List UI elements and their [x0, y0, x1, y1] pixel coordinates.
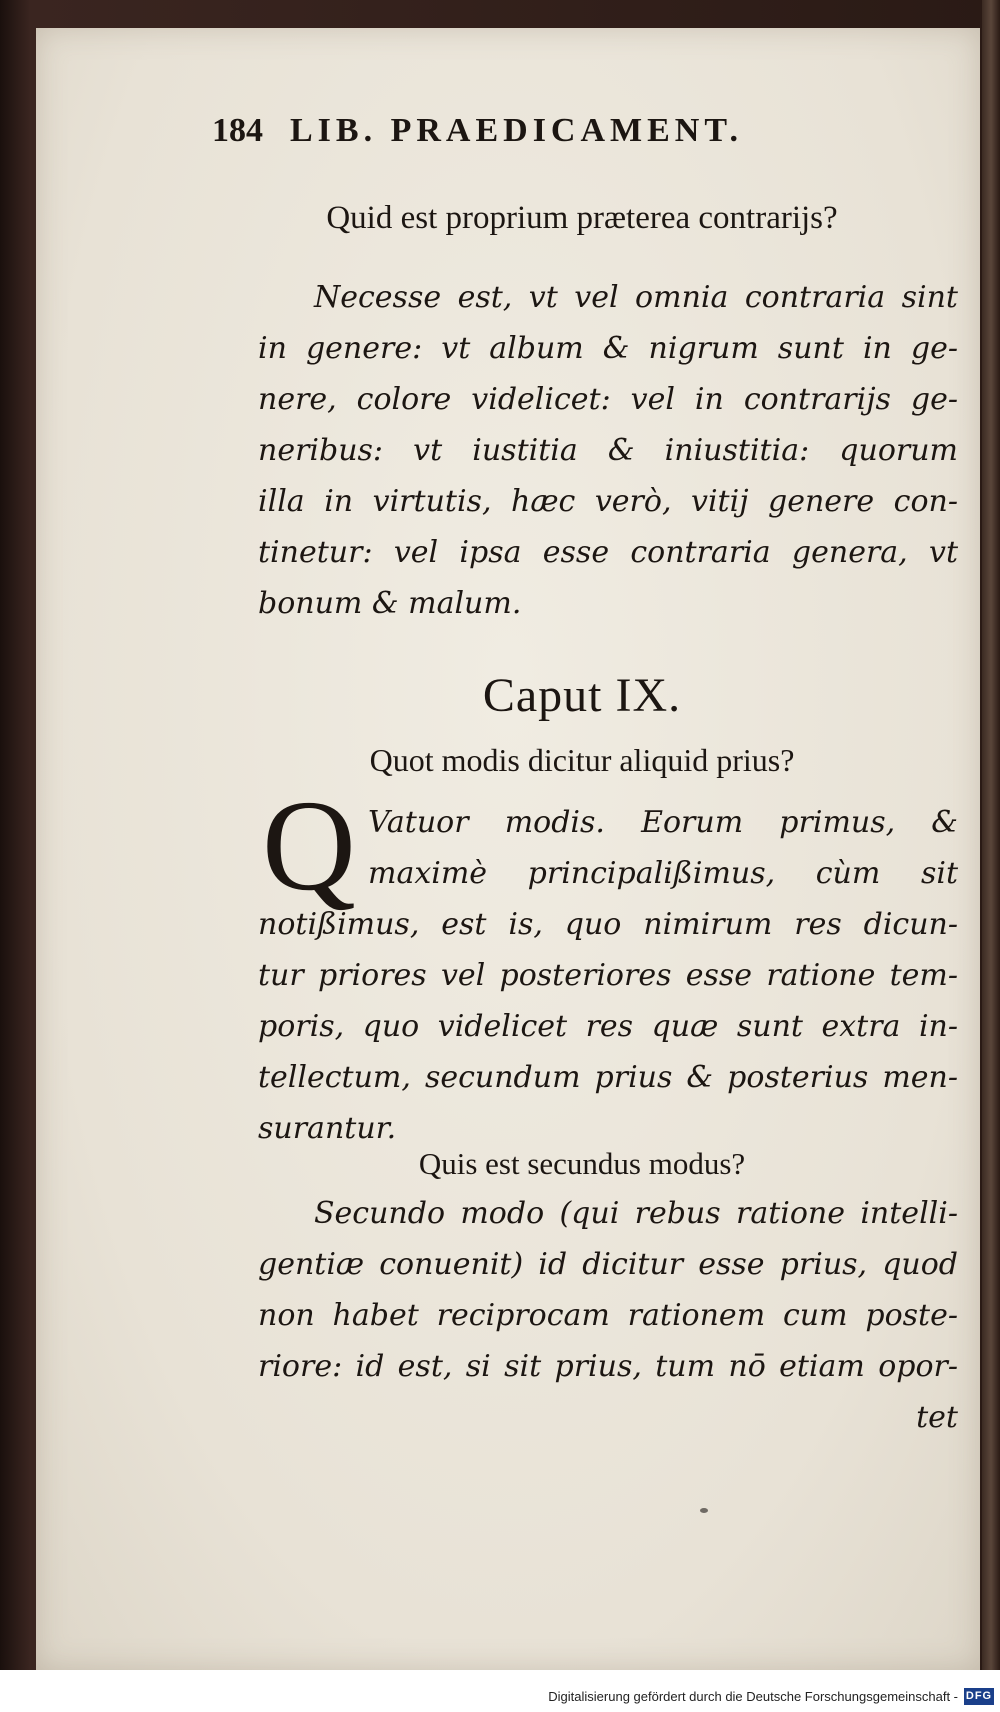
- page-header: [212, 112, 912, 172]
- text-line: tur priores vel posteriores esse ratione tem-: [258, 958, 958, 993]
- text-line: bonum & malum.: [258, 586, 522, 621]
- dfg-logo-icon: DFG: [964, 1688, 994, 1705]
- running-title: LIB. PRAEDICAMENT.: [290, 112, 744, 149]
- funding-credit: Digitalisierung gefördert durch die Deutsche Forschungsgemeinschaft -: [548, 1689, 958, 1704]
- catchword: tet: [916, 1400, 958, 1435]
- page-number: 184: [212, 112, 263, 149]
- text-line: tinetur: vel ipsa esse contraria genera, vt: [258, 535, 958, 570]
- paragraph-3: [258, 1188, 958, 1443]
- text-line: tellectum, secundum prius & posterius men-: [258, 1060, 958, 1095]
- text-line: poris, quo videlicet res quæ sunt extra in-: [258, 1009, 958, 1044]
- text-line: maximè principalißimus, cùm sit: [368, 856, 958, 891]
- drop-cap: Q: [262, 774, 356, 918]
- text-line: nere, colore videlicet: vel in contrarijs ge-: [258, 382, 958, 417]
- question-heading-3: Quis est secundus modus?: [418, 1146, 746, 1181]
- text-line: non habet reciprocam rationem cum poste-: [258, 1298, 958, 1333]
- text-line: neribus: vt iustitia & iniustitia: quorum: [258, 433, 958, 468]
- text-line: illa in virtutis, hæc verò, vitij genere con-: [258, 484, 958, 519]
- question-heading-1: Quid est proprium præterea contrarijs?: [326, 200, 838, 236]
- text-line: notißimus, est is, quo nimirum res dicun-: [258, 907, 958, 942]
- text-line: Necesse est, vt vel omnia contraria sint: [314, 280, 958, 315]
- book-edge: [982, 0, 1000, 1670]
- text-line: gentiæ conuenit) id dicitur esse prius, quod: [258, 1247, 958, 1282]
- text-line: surantur.: [258, 1111, 397, 1146]
- text-line: riore: id est, si sit prius, tum nō etiam opor-: [258, 1349, 958, 1384]
- chapter-heading: Caput IX.: [482, 669, 682, 722]
- question-heading-2: Quot modis dicitur aliquid prius?: [369, 742, 795, 778]
- footer-bar: [0, 1670, 1000, 1712]
- ink-speck: [700, 1508, 708, 1513]
- text-line: in genere: vt album & nigrum sunt in ge-: [258, 331, 958, 366]
- paragraph-2: [258, 797, 958, 1154]
- text-line: Vatuor modis. Eorum primus, &: [368, 805, 958, 840]
- text-line: Secundo modo (qui rebus ratione intelli-: [314, 1196, 958, 1231]
- paragraph-1: [258, 272, 958, 629]
